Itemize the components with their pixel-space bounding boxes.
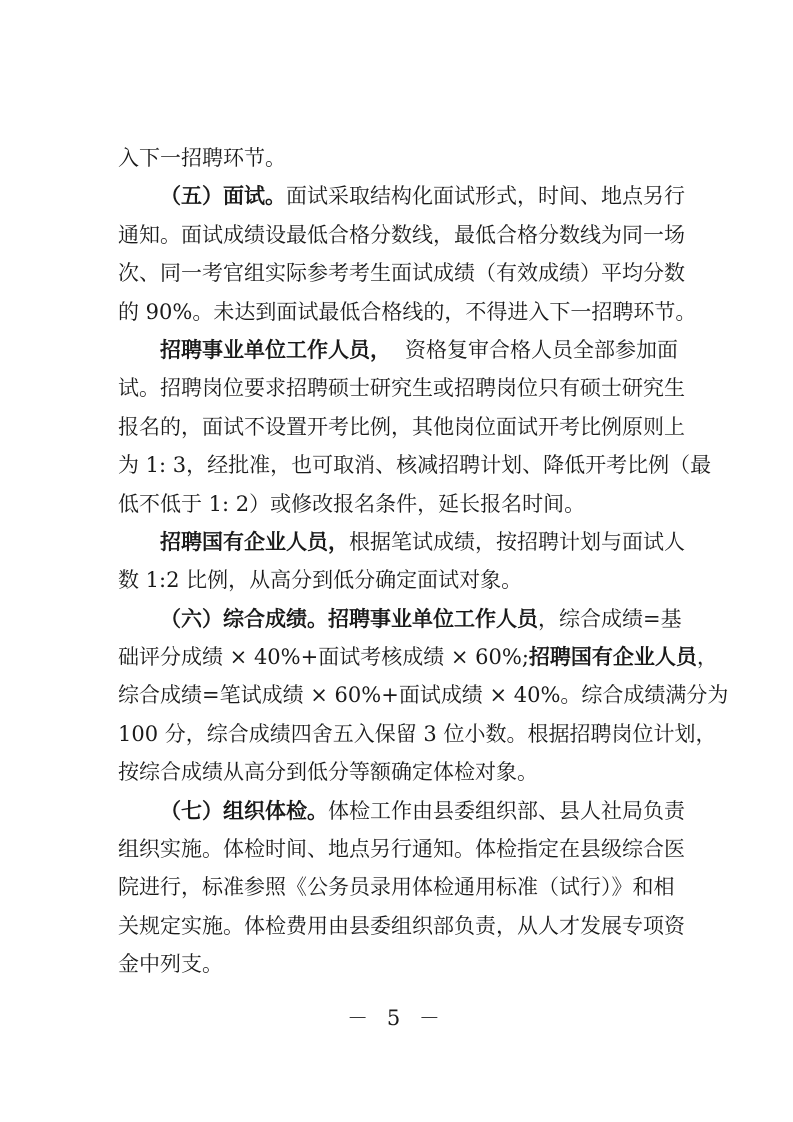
text-line: 次、同一考官组实际参考考生面试成绩（有效成绩）平均分数	[118, 261, 685, 286]
text-line: 通知。面试成绩设最低合格分数线，最低合格分数线为同一场	[118, 222, 685, 247]
bold-phrase: 招聘事业单位工作人员，	[160, 336, 391, 362]
bold-phrase: 招聘国有企业人员，	[160, 528, 349, 554]
text-line: 的 90%。未达到面试最低合格线的，不得进入下一招聘环节。	[118, 299, 697, 324]
text-line: （七）组织体检。 体检工作由县委组织部、县人社局负责	[118, 792, 678, 830]
text-line: 低不低于 1: 2）或修改报名条件，延长报名时间。	[118, 491, 586, 516]
text-line: （六）综合成绩。招聘事业单位工作人员 ，综合成绩=基	[118, 600, 678, 638]
text-line: 按综合成绩从高分到低分等额确定体检对象。	[118, 760, 538, 785]
section-heading: （五）面试。	[160, 183, 286, 209]
bold-phrase: 招聘国有企业人员	[528, 644, 697, 670]
section-heading: （六）综合成绩。招聘事业单位工作人员	[160, 605, 538, 631]
text-line: 报名的，面试不设置开考比例，其他岗位面试开考比例原则上	[118, 414, 685, 439]
page-number: － 5 －	[347, 1006, 446, 1030]
text-line: 100 分，综合成绩四舍五入保留 3 位小数。根据招聘岗位计划，	[118, 721, 717, 746]
text-line: 为 1: 3，经批准，也可取消、核减招聘计划、降低开考比例（最	[118, 453, 712, 478]
text-line: 招聘事业单位工作人员， 资格复审合格人员全部参加面	[118, 331, 678, 369]
text-line: 入下一招聘环节。	[118, 146, 286, 170]
text-line: 院进行，标准参照《公务员录用体检通用标准（试行）》和相	[118, 875, 675, 900]
text-line: （五）面试。 面试采取结构化面试形式，时间、地点另行	[118, 177, 678, 215]
text-line: 关规定实施。体检费用由县委组织部负责，从人才发展专项资	[118, 913, 685, 938]
body-text	[118, 139, 729, 984]
text-line: 数 1:2 比例，从高分到低分确定面试对象。	[118, 568, 523, 593]
text-line: 综合成绩=笔试成绩 × 60%+面试成绩 × 40%。综合成绩满分为	[118, 683, 729, 708]
text-line: 组织实施。体检时间、地点另行通知。体检指定在县级综合医	[118, 837, 685, 862]
section-heading: （七）组织体检。	[160, 797, 328, 823]
text-line: 招聘国有企业人员， 根据笔试成绩，按招聘计划与面试人	[118, 523, 678, 561]
text-line: 金中列支。	[118, 952, 223, 977]
text-line: 础评分成绩 × 40%+面试考核成绩 × 60%; 招聘国有企业人员，	[118, 644, 718, 670]
text-line: 试。招聘岗位要求招聘硕士研究生或招聘岗位只有硕士研究生	[118, 376, 685, 401]
